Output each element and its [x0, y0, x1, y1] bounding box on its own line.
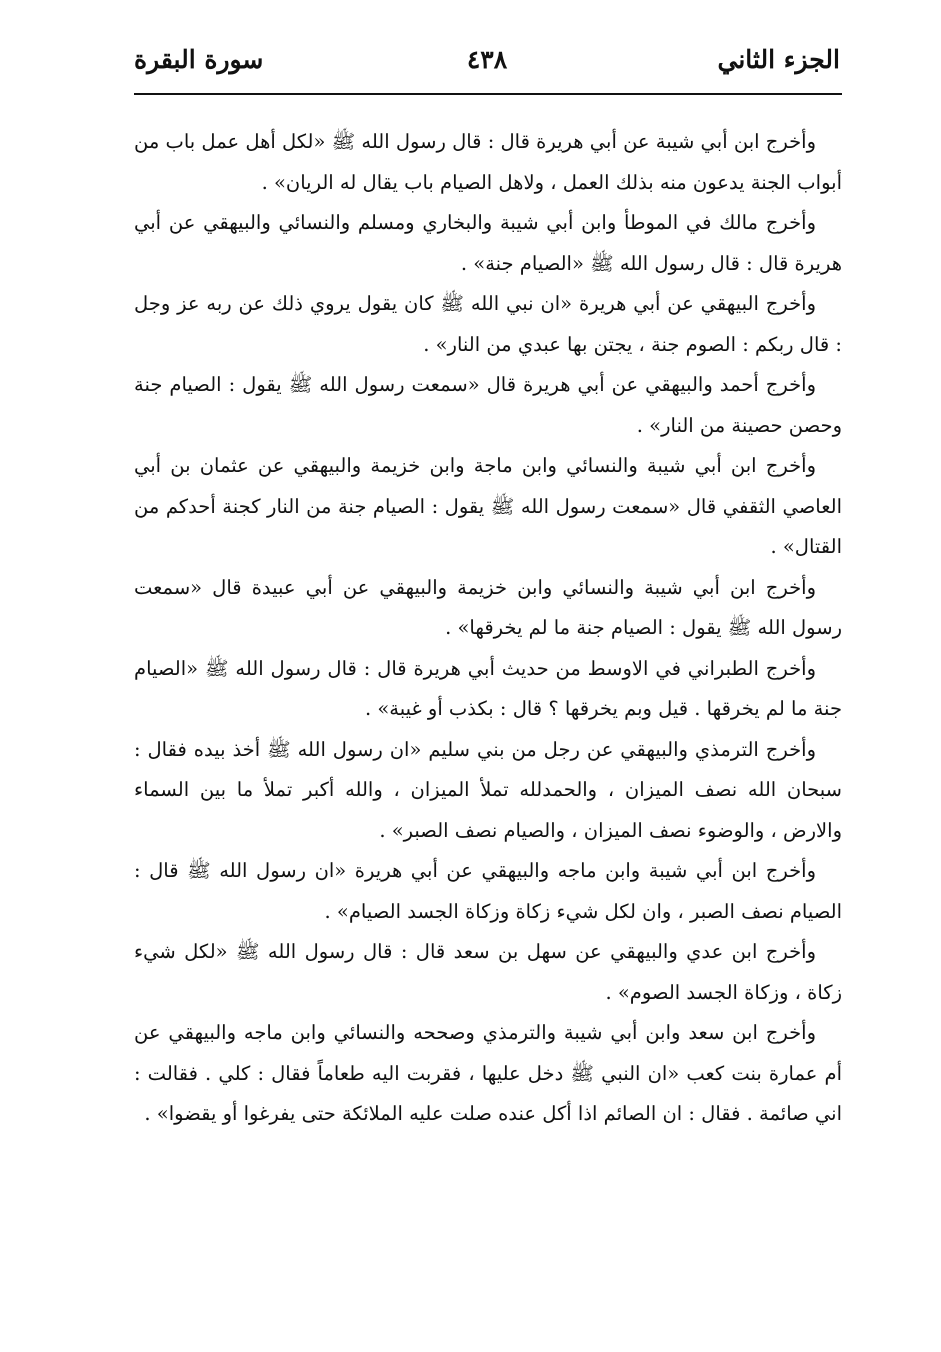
paragraph: وأخرج ابن سعد وابن أبي شيبة والترمذي وصححه والنسائي وابن ماجه والبيهقي عن أم عمارة بنت كعب «ان النبي ﷺ دخل عليها ، فقربت اليه طعاماً فقال : كلي . فقالت : اني صائمة . فقال : ان الصائم اذا أكل عنده صلت عليه الملائكة حتى يفرغوا أو يقضوا» . [134, 1021, 842, 1125]
paragraph: وأخرج الطبراني في الاوسط من حديث أبي هريرة قال : قال رسول الله ﷺ «الصيام جنة ما لم يخرقها . قيل وبم يخرقها ؟ قال : بكذب أو غيبة» . [134, 656, 842, 720]
page-body [134, 122, 842, 1135]
paragraph: وأخرج ابن أبي شيبة والنسائي وابن ماجة وابن خزيمة والبيهقي عن عثمان بن أبي العاصي الثقفي قال «سمعت رسول الله ﷺ يقول : الصيام جنة من النار كجنة أحدكم من القتال» . [134, 454, 842, 558]
volume-title: الجزء الثاني [717, 45, 840, 74]
header-rule [134, 93, 842, 95]
paragraph: وأخرج ابن أبي شيبة وابن ماجه والبيهقي عن أبي هريرة «ان رسول الله ﷺ قال : الصيام نصف الصبر ، وان لكل شيء زكاة وزكاة الجسد الصيام» . [134, 859, 842, 923]
page-number: ٤٣٨ [466, 45, 508, 74]
paragraph: وأخرج أحمد والبيهقي عن أبي هريرة قال «سمعت رسول الله ﷺ يقول : الصيام جنة وحصن حصينة من النار» . [134, 373, 842, 437]
paragraph: وأخرج البيهقي عن أبي هريرة «ان نبي الله ﷺ كان يقول يروي ذلك عن ربه عز وجل : قال ربكم : الصوم جنة ، يجتن بها عبدي من النار» . [134, 292, 842, 356]
paragraph: وأخرج الترمذي والبيهقي عن رجل من بني سليم «ان رسول الله ﷺ أخذ بيده فقال : سبحان الله نصف الميزان ، والحمدلله تملأ الميزان ، والله أكبر تملأ ما بين السماء والارض ، والوضوء نصف الميزان ، والصيام نصف الصبر» . [134, 737, 842, 842]
paragraph: وأخرج مالك في الموطأ وابن أبي شيبة والبخاري ومسلم والنسائي والبيهقي عن أبي هريرة قال : قال رسول الله ﷺ «الصيام جنة» . [134, 211, 842, 275]
paragraph: وأخرج ابن أبي شيبة والنسائي وابن خزيمة والبيهقي عن أبي عبيدة قال «سمعت رسول الله ﷺ يقول : الصيام جنة ما لم يخرقها» . [134, 575, 842, 639]
page-header [134, 40, 840, 84]
paragraph: وأخرج ابن عدي والبيهقي عن سهل بن سعد قال : قال رسول الله ﷺ «لكل شيء زكاة ، وزكاة الجسد الصوم» . [134, 940, 842, 1004]
surah-title: سورة البقرة [134, 45, 264, 74]
paragraph: وأخرج ابن أبي شيبة عن أبي هريرة قال : قال رسول الله ﷺ «لكل أهل عمل باب من أبواب الجنة يدعون منه بذلك العمل ، ولاهل الصيام باب يقال له الريان» . [134, 130, 842, 194]
